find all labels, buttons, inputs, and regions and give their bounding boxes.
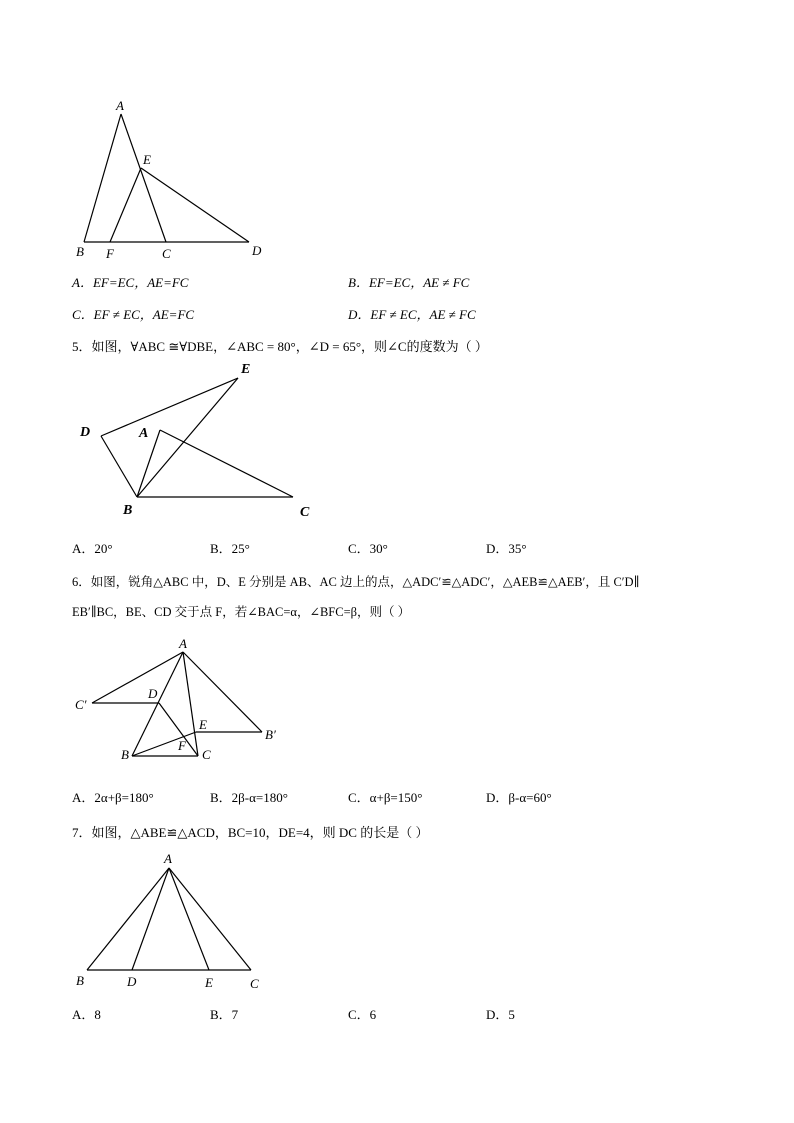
- q5-option-b: B．25°: [210, 541, 250, 556]
- q6-label-Cp: C′: [75, 697, 87, 712]
- q5-label-C: C: [300, 505, 310, 520]
- q7-label-A: A: [164, 851, 172, 866]
- q4-label-E: E: [143, 152, 151, 167]
- q6-label-C: C: [202, 747, 211, 762]
- q7-option-b: B．7: [210, 1007, 239, 1022]
- q7-option-c: C．6: [348, 1007, 377, 1022]
- q6-option-b: B．2β-α=180°: [210, 790, 288, 805]
- q4-label-D: D: [252, 243, 262, 258]
- q7-label-C: C: [250, 976, 259, 991]
- q4-label-A: A: [116, 98, 124, 113]
- q6-label-Bp: B′: [265, 727, 276, 742]
- q6-option-c: C．α+β=150°: [348, 790, 423, 805]
- q7-label-E: E: [205, 975, 213, 990]
- q5-label-D: D: [80, 425, 91, 440]
- q4-option-b: B．EF=EC，AE ≠ FC: [348, 275, 470, 290]
- q5-option-d: D．35°: [486, 541, 527, 556]
- q6-label-F: F: [178, 738, 186, 753]
- q6-option-a: A．2α+β=180°: [72, 790, 154, 805]
- q7-stem: 7．如图，△ABE≌△ACD，BC=10，DE=4，则 DC 的长是（ ）: [72, 825, 429, 840]
- q5-label-A: A: [139, 426, 149, 441]
- q7-option-d: D．5: [486, 1007, 515, 1022]
- q7-label-B: B: [76, 973, 84, 988]
- q5-option-c: C．30°: [348, 541, 388, 556]
- q4-option-a: A．EF=EC，AE=FC: [72, 275, 189, 290]
- q6-label-A: A: [179, 636, 187, 651]
- q6-label-E: E: [199, 717, 207, 732]
- q5-label-B: B: [123, 503, 133, 518]
- q6-stem-line2: EB′∥BC，BE、CD 交于点 F，若∠BAC=α，∠BFC=β，则（ ）: [72, 605, 411, 619]
- q7-option-a: A．8: [72, 1007, 101, 1022]
- q7-label-D: D: [127, 974, 137, 989]
- q6-stem-line1: 6．如图，锐角△ABC 中，D、E 分别是 AB、AC 边上的点，△ADC′≌△ADC′，△AEB≌△AEB′，且 C′D∥: [72, 575, 640, 589]
- q4-option-c: C．EF ≠ EC，AE=FC: [72, 307, 195, 322]
- q6-option-d: D．β-α=60°: [486, 790, 552, 805]
- q5-stem: 5．如图，∀ABC ≅∀DBE，∠ABC = 80°，∠D = 65°，则∠C的度数为（ ）: [72, 339, 488, 354]
- q4-label-C: C: [162, 246, 171, 261]
- q5-option-a: A．20°: [72, 541, 113, 556]
- q6-label-D: D: [148, 686, 158, 701]
- q6-label-B: B: [121, 747, 129, 762]
- q4-label-B: B: [76, 244, 84, 259]
- q4-option-d: D．EF ≠ EC，AE ≠ FC: [348, 307, 476, 322]
- q4-label-F: F: [106, 246, 114, 261]
- q5-label-E: E: [241, 362, 251, 377]
